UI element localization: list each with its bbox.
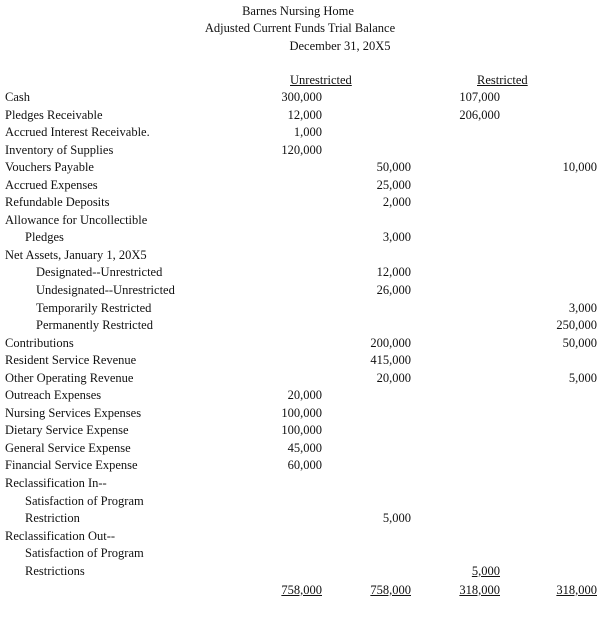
unrestricted-debit-amount: 20,000 <box>287 388 322 403</box>
row-label: Designated--Unrestricted <box>36 265 163 280</box>
table-row <box>5 282 595 300</box>
row-label: Reclassification In-- <box>5 476 107 491</box>
restricted-debit-amount: 107,000 <box>459 90 500 104</box>
unrestricted-debit-amount: 300,000 <box>281 90 322 104</box>
table-row <box>5 300 595 318</box>
column-header-unrestricted: Unrestricted <box>290 73 352 87</box>
table-row <box>5 124 595 142</box>
row-label: Reclassification Out-- <box>5 528 116 543</box>
table-row <box>5 159 595 177</box>
statement-date: December 31, 20X5 <box>289 39 391 53</box>
restricted-credit-amount: 3,000 <box>568 300 597 315</box>
table-row <box>5 142 595 160</box>
row-label: Temporarily Restricted <box>36 300 152 315</box>
table-row <box>5 317 595 335</box>
row-label: Pledges <box>25 230 64 245</box>
unrestricted-credit-amount: 2,000 <box>382 195 411 210</box>
table-row <box>5 107 595 125</box>
restricted-credit-amount: 10,000 <box>562 160 597 175</box>
table-row <box>5 493 595 511</box>
row-label: Contributions <box>5 335 74 350</box>
unrestricted-credit-amount: 50,000 <box>376 160 411 175</box>
table-row <box>5 405 595 423</box>
row-label: Nursing Services Expenses <box>5 405 142 420</box>
table-row <box>5 387 595 405</box>
row-label: Pledges Receivable <box>5 107 103 122</box>
table-row <box>5 194 595 212</box>
table-row <box>5 89 595 107</box>
row-label: Accrued Interest Receivable. <box>5 125 150 140</box>
table-row <box>5 545 595 563</box>
row-label: Financial Service Expense <box>5 458 138 473</box>
trial-balance-table <box>5 89 595 580</box>
column-header-restricted: Restricted <box>477 73 528 87</box>
restricted-credit-amount: 250,000 <box>556 318 597 333</box>
unrestricted-credit-amount: 200,000 <box>370 335 411 350</box>
unrestricted-credit-amount: 25,000 <box>376 177 411 192</box>
table-row <box>5 370 595 388</box>
row-label: Net Assets, January 1, 20X5 <box>5 247 147 262</box>
table-row <box>5 422 595 440</box>
unrestricted-debit-amount: 12,000 <box>287 107 322 122</box>
table-row <box>5 229 595 247</box>
table-row <box>5 528 595 546</box>
table-row <box>5 510 595 528</box>
total-restricted-credit: 318,000 <box>556 583 597 597</box>
restricted-credit-amount: 50,000 <box>562 335 597 350</box>
row-label: Restriction <box>25 511 80 526</box>
unrestricted-debit-amount: 45,000 <box>287 440 322 455</box>
row-label: Satisfaction of Program <box>25 546 144 561</box>
row-label: General Service Expense <box>5 440 131 455</box>
row-label: Resident Service Revenue <box>5 353 137 368</box>
unrestricted-credit-amount: 26,000 <box>376 283 411 298</box>
restricted-credit-amount: 5,000 <box>568 370 597 385</box>
row-label: Accrued Expenses <box>5 177 98 192</box>
unrestricted-debit-amount: 1,000 <box>293 125 322 140</box>
table-row <box>5 212 595 230</box>
unrestricted-credit-amount: 5,000 <box>382 511 411 526</box>
table-row <box>5 247 595 265</box>
row-label: Cash <box>5 90 30 104</box>
total-unrestricted-debit: 758,000 <box>281 583 322 597</box>
table-row <box>5 177 595 195</box>
table-row <box>5 335 595 353</box>
restricted-debit-amount: 206,000 <box>459 107 500 122</box>
row-label: Outreach Expenses <box>5 388 102 403</box>
table-row <box>5 440 595 458</box>
entity-name: Barnes Nursing Home <box>242 4 354 18</box>
table-row <box>5 352 595 370</box>
table-row <box>5 264 595 282</box>
totals-row <box>5 582 595 600</box>
unrestricted-debit-amount: 100,000 <box>281 405 322 420</box>
unrestricted-credit-amount: 20,000 <box>376 370 411 385</box>
row-label: Allowance for Uncollectible <box>5 212 148 227</box>
row-label: Dietary Service Expense <box>5 423 129 438</box>
unrestricted-credit-amount: 3,000 <box>382 230 411 245</box>
statement-title: Adjusted Current Funds Trial Balance <box>204 21 396 35</box>
unrestricted-debit-amount: 60,000 <box>287 458 322 473</box>
restricted-debit-amount: 5,000 <box>471 563 500 578</box>
unrestricted-debit-amount: 120,000 <box>281 142 322 157</box>
row-label: Restrictions <box>25 563 85 578</box>
row-label: Satisfaction of Program <box>25 493 144 508</box>
table-row <box>5 457 595 475</box>
row-label: Permanently Restricted <box>36 318 153 333</box>
row-label: Vouchers Payable <box>5 160 94 175</box>
row-label: Inventory of Supplies <box>5 142 114 157</box>
table-row <box>5 563 595 581</box>
row-label: Refundable Deposits <box>5 195 110 210</box>
unrestricted-debit-amount: 100,000 <box>281 423 322 438</box>
total-restricted-debit: 318,000 <box>459 583 500 597</box>
total-unrestricted-credit: 758,000 <box>370 583 411 597</box>
row-label: Other Operating Revenue <box>5 370 134 385</box>
unrestricted-credit-amount: 12,000 <box>376 265 411 280</box>
unrestricted-credit-amount: 415,000 <box>370 353 411 368</box>
row-label: Undesignated--Unrestricted <box>36 283 175 298</box>
table-row <box>5 475 595 493</box>
